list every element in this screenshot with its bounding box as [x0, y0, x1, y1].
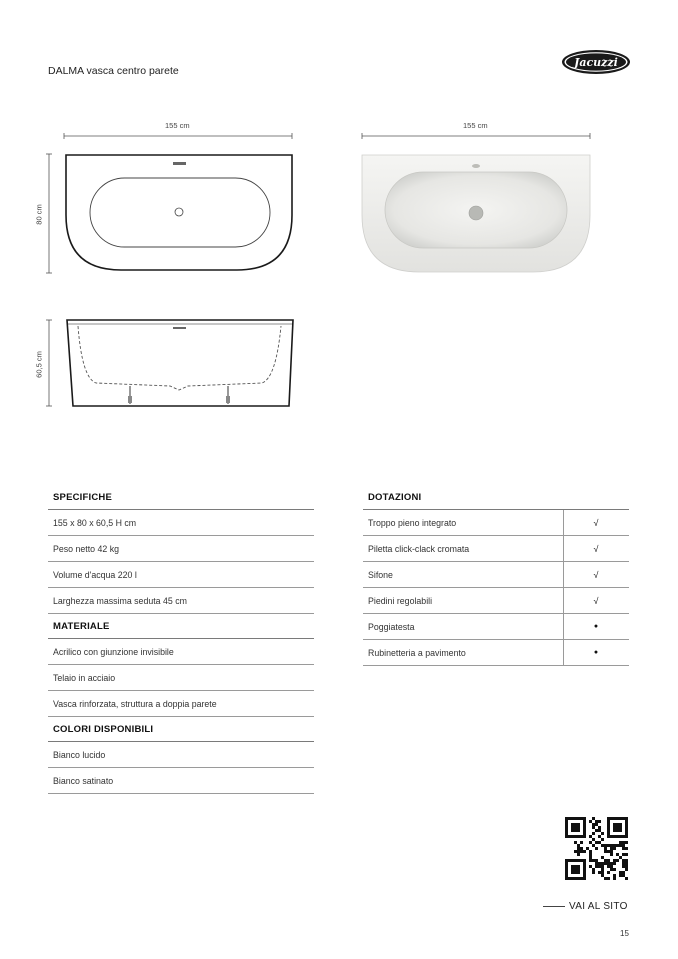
- material-row-acrylic: Acrilico con giunzione invisibile: [48, 639, 314, 665]
- dotazione-row: [363, 588, 629, 614]
- side-view-feet: [130, 386, 228, 404]
- top-view-width-label: 155 cm: [165, 121, 190, 130]
- specs-table: [48, 485, 314, 794]
- material-row-frame: Telaio in acciaio: [48, 665, 314, 691]
- page-number: 15: [620, 929, 629, 938]
- spec-row-water-volume: Volume d'acqua 220 l: [48, 562, 314, 588]
- check-icon: √: [593, 518, 599, 528]
- top-view-width-dimension: [64, 133, 292, 139]
- dotazione-label: Piedini regolabili: [368, 596, 433, 606]
- check-icon: √: [593, 596, 599, 606]
- dash-line: [543, 906, 565, 907]
- bullet-icon: ●: [593, 623, 599, 630]
- check-icon: √: [593, 570, 599, 580]
- spec-row-weight: Peso netto 42 kg: [48, 536, 314, 562]
- vai-al-sito-label: VAI AL SITO: [569, 901, 628, 912]
- photo-view-width-label: 155 cm: [463, 121, 488, 130]
- side-view-overflow: [173, 327, 186, 329]
- dotazione-row: [363, 640, 629, 666]
- top-view-overflow: [173, 162, 186, 165]
- side-view-inner-basin: [78, 326, 281, 390]
- side-view-height-label: 60,5 cm: [34, 351, 44, 378]
- dotazione-label: Rubinetteria a pavimento: [368, 648, 466, 658]
- dotazione-row: [363, 510, 629, 536]
- dotazione-label: Piletta click-clack cromata: [368, 544, 470, 554]
- dotazione-row: [363, 614, 629, 640]
- side-view-outline: [67, 320, 293, 406]
- bullet-icon: ●: [593, 649, 599, 656]
- colors-heading: COLORI DISPONIBILI: [48, 717, 314, 742]
- svg-text:Jacuzzi: Jacuzzi: [574, 56, 618, 69]
- check-icon: √: [593, 544, 599, 554]
- photo-view-width-dimension: [362, 133, 590, 139]
- specs-heading: SPECIFICHE: [48, 485, 314, 510]
- top-view-depth-dimension: [46, 154, 52, 273]
- dotazione-row: [363, 562, 629, 588]
- dotazioni-table: [363, 485, 629, 666]
- spec-row-seat-width: Larghezza massima seduta 45 cm: [48, 588, 314, 614]
- photo-tub-drain: [469, 206, 483, 220]
- material-row-structure: Vasca rinforzata, struttura a doppia parete: [48, 691, 314, 717]
- vai-al-sito-link[interactable]: [543, 901, 628, 912]
- dotazione-label: Sifone: [368, 570, 393, 580]
- dotazione-row: [363, 536, 629, 562]
- material-heading: MATERIALE: [48, 614, 314, 639]
- color-row-satin: Bianco satinato: [48, 768, 314, 794]
- top-view-depth-label: 80 cm: [34, 204, 44, 225]
- qr-code[interactable]: [565, 817, 628, 880]
- dotazione-label: Poggiatesta: [368, 622, 415, 632]
- photo-tub-overflow: [472, 164, 480, 168]
- color-row-glossy: Bianco lucido: [48, 742, 314, 768]
- technical-drawings: [0, 0, 678, 470]
- page-title: DALMA vasca centro parete: [48, 65, 179, 77]
- side-view-height-dimension: [46, 320, 52, 406]
- top-view-drain: [175, 208, 183, 216]
- spec-row-dimensions: 155 x 80 x 60,5 H cm: [48, 510, 314, 536]
- dotazioni-heading: DOTAZIONI: [363, 485, 629, 510]
- dotazione-label: Troppo pieno integrato: [368, 518, 457, 528]
